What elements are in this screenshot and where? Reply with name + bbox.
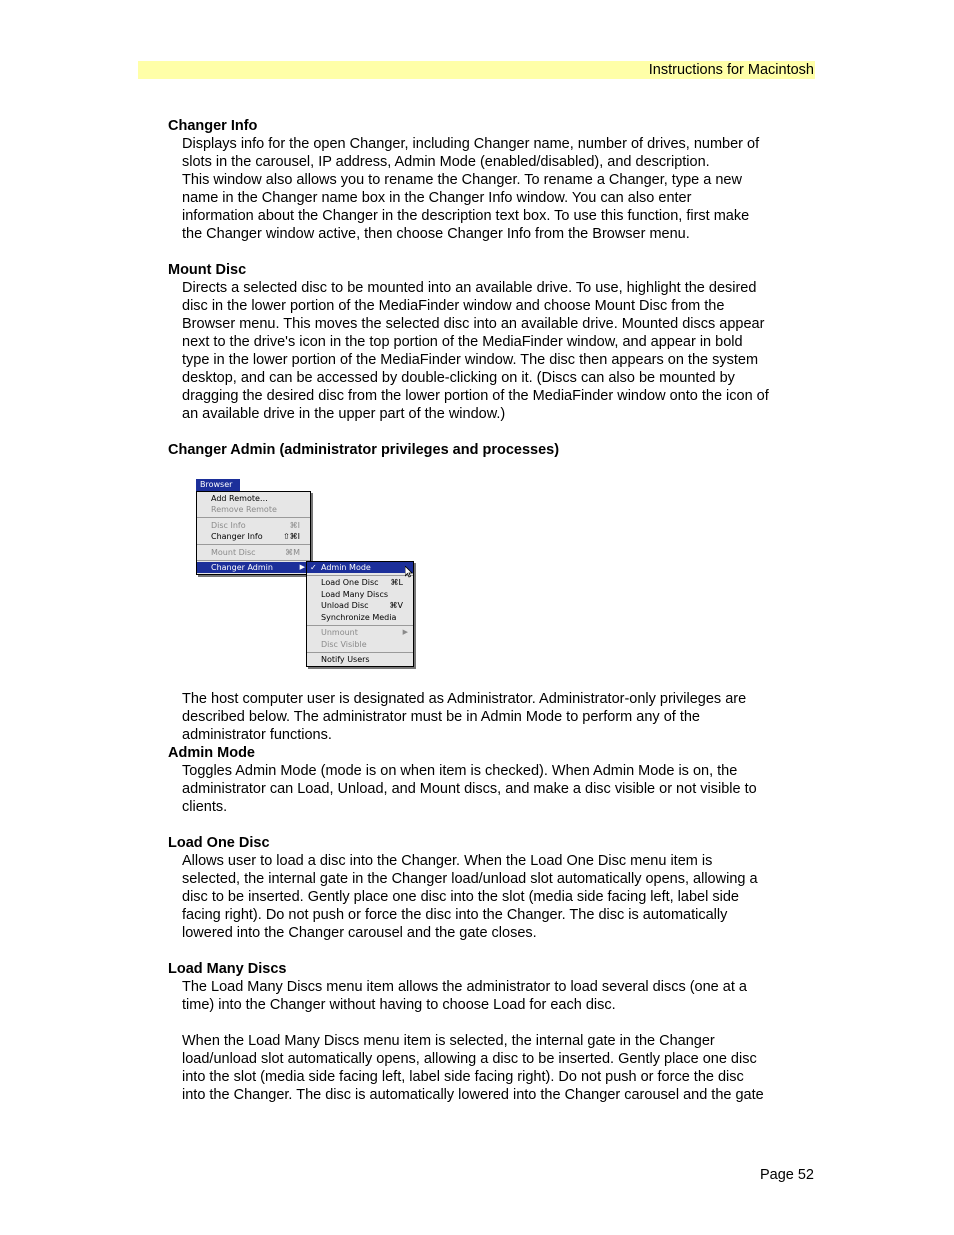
menu-shortcut: ⌘I: [289, 521, 300, 530]
text-line: type in the lower portion of the MediaFinder window. The disc then appears on the system: [182, 352, 759, 368]
section-body: [182, 978, 818, 1104]
menu-item-remove-remote[interactable]: [197, 504, 310, 515]
menu-item-unload-disc[interactable]: [307, 600, 413, 611]
text-line: Allows user to load a disc into the Changer. When the Load One Disc menu item is: [182, 853, 713, 869]
submenu-arrow-icon: ▶: [402, 628, 408, 636]
menu-separator: [197, 560, 310, 561]
text-line: into the slot (media side facing left, label side facing right). Do not push or force the disc: [182, 1069, 744, 1085]
menu-item-label: Load One Disc: [321, 578, 379, 587]
document-header: Instructions for Macintosh: [648, 62, 814, 78]
text-line: next to the drive's icon in the top portion of the MediaFinder window, and appear in bold: [182, 334, 743, 350]
menu-item-load-many-discs[interactable]: [307, 589, 413, 600]
section-body: [182, 135, 818, 243]
menu-shortcut: ⌘M: [285, 548, 300, 557]
text-line: administrator functions.: [182, 727, 332, 743]
menu-shortcut: ⇧⌘I: [282, 532, 300, 541]
text-line: dragging the desired disc from the lower portion of the MediaFinder window onto the icon of: [182, 388, 769, 404]
text-line: disc in the lower portion of the MediaFinder window and choose Mount Disc from the: [182, 298, 725, 314]
text-line: load/unload slot automatically opens, allowing a disc to be inserted. Gently place one disc: [182, 1051, 757, 1067]
menu-item-changer-admin[interactable]: [197, 562, 310, 573]
checkmark-icon: ✓: [310, 563, 317, 572]
text-line: Displays info for the open Changer, including Changer name, number of drives, number of: [182, 136, 760, 152]
browser-menu-screenshot: [196, 479, 426, 674]
text-line: selected, the internal gate in the Changer load/unload slot automatically opens, allowing a: [182, 871, 758, 887]
menu-item-label: Notify Users: [321, 655, 370, 664]
text-line: The host computer user is designated as Administrator. Administrator-only privileges are: [182, 691, 747, 707]
menu-item-synchronize-media[interactable]: [307, 612, 413, 623]
menu-shortcut: ⌘L: [390, 578, 403, 587]
text-line: When the Load Many Discs menu item is selected, the internal gate in the Changer: [182, 1033, 715, 1049]
menu-shortcut: ⌘V: [389, 601, 403, 610]
menu-item-label: Changer Admin: [211, 563, 273, 572]
section-load-many-discs: [168, 960, 818, 1104]
menu-item-notify-users[interactable]: [307, 654, 413, 665]
browser-menu: [196, 491, 311, 575]
menu-item-disc-info[interactable]: [197, 520, 310, 531]
section-mount-disc: [168, 261, 818, 423]
menu-separator: [197, 517, 310, 518]
text-line: into the Changer. The disc is automatically lowered into the Changer carousel and the gate: [182, 1087, 764, 1103]
section-heading: Changer Admin (administrator privileges and processes): [168, 442, 560, 458]
section-body: [182, 279, 818, 423]
menu-item-disc-visible[interactable]: [307, 639, 413, 650]
menu-item-label: Disc Info: [211, 521, 246, 530]
text-line: facing right). Do not push or force the disc into the Changer. The disc is automatically: [182, 907, 728, 923]
section-heading: Load One Disc: [168, 835, 270, 851]
menu-item-mount-disc[interactable]: [197, 547, 310, 558]
menu-separator: [307, 625, 413, 626]
submenu-arrow-icon: ▶: [299, 563, 305, 571]
menu-item-label: Mount Disc: [211, 548, 256, 557]
section-body: [182, 852, 818, 942]
menu-item-unmount[interactable]: [307, 627, 413, 638]
section-heading: Admin Mode: [168, 745, 255, 761]
page-number: Page 52: [759, 1167, 814, 1183]
text-line: The Load Many Discs menu item allows the administrator to load several discs (one at a: [182, 979, 747, 995]
text-line: the Changer window active, then choose Changer Info from the Browser menu.: [182, 226, 690, 242]
section-body: [182, 690, 818, 744]
section-admin-mode: [168, 744, 818, 816]
section-body: [182, 762, 818, 816]
text-line: clients.: [182, 799, 228, 815]
menu-item-label: Disc Visible: [321, 640, 367, 649]
paragraph-gap: [182, 1014, 818, 1032]
section-changer-admin: [168, 441, 818, 744]
menu-separator: [197, 544, 310, 545]
text-line: Toggles Admin Mode (mode is on when item is checked). When Admin Mode is on, the: [182, 763, 738, 779]
text-line: This window also allows you to rename the Changer. To rename a Changer, type a new: [182, 172, 742, 188]
text-line: desktop, and can be accessed by double-clicking on it. (Discs can also be mounted by: [182, 370, 735, 386]
document-body: [168, 117, 818, 1104]
menu-item-label: Admin Mode: [321, 563, 371, 572]
menu-item-label: Remove Remote: [211, 505, 277, 514]
menu-item-label: Changer Info: [211, 532, 263, 541]
section-heading: Mount Disc: [168, 262, 247, 278]
menu-separator: [307, 652, 413, 653]
text-line: lowered into the Changer carousel and the gate closes.: [182, 925, 537, 941]
menu-item-label: Add Remote…: [211, 494, 268, 503]
menu-item-add-remote[interactable]: [197, 493, 310, 504]
text-line: an available drive in the upper part of the window.): [182, 406, 506, 422]
changer-admin-submenu: [306, 561, 414, 667]
menu-item-label: Synchronize Media: [321, 613, 397, 622]
text-line: name in the Changer name box in the Changer Info window. You can also enter: [182, 190, 692, 206]
menu-item-label: Unload Disc: [321, 601, 369, 610]
text-line: Browser menu. This moves the selected disc into an available drive. Mounted discs appear: [182, 316, 765, 332]
menu-title-browser[interactable]: Browser: [196, 479, 240, 491]
menu-item-admin-mode[interactable]: [307, 562, 413, 573]
text-line: slots in the carousel, IP address, Admin Mode (enabled/disabled), and description.: [182, 154, 710, 170]
section-changer-info: [168, 117, 818, 243]
text-line: information about the Changer in the description text box. To use this function, first make: [182, 208, 750, 224]
menu-separator: [307, 575, 413, 576]
text-line: Directs a selected disc to be mounted into an available drive. To use, highlight the desired: [182, 280, 757, 296]
menu-item-label: Unmount: [321, 628, 358, 637]
mouse-pointer-icon: [405, 566, 413, 582]
section-heading: Load Many Discs: [168, 961, 287, 977]
menu-item-changer-info[interactable]: [197, 531, 310, 542]
text-line: time) into the Changer without having to choose Load for each disc.: [182, 997, 616, 1013]
text-line: disc to be inserted. Gently place one disc into the slot (media side facing left, label side: [182, 889, 739, 905]
menu-item-label: Load Many Discs: [321, 590, 389, 599]
header-band: [138, 61, 815, 79]
text-line: described below. The administrator must be in Admin Mode to perform any of the: [182, 709, 700, 725]
section-load-one-disc: [168, 834, 818, 942]
menu-item-load-one-disc[interactable]: [307, 577, 413, 588]
section-heading: Changer Info: [168, 118, 258, 134]
text-line: administrator can Load, Unload, and Mount discs, and make a disc visible or not visible to: [182, 781, 757, 797]
